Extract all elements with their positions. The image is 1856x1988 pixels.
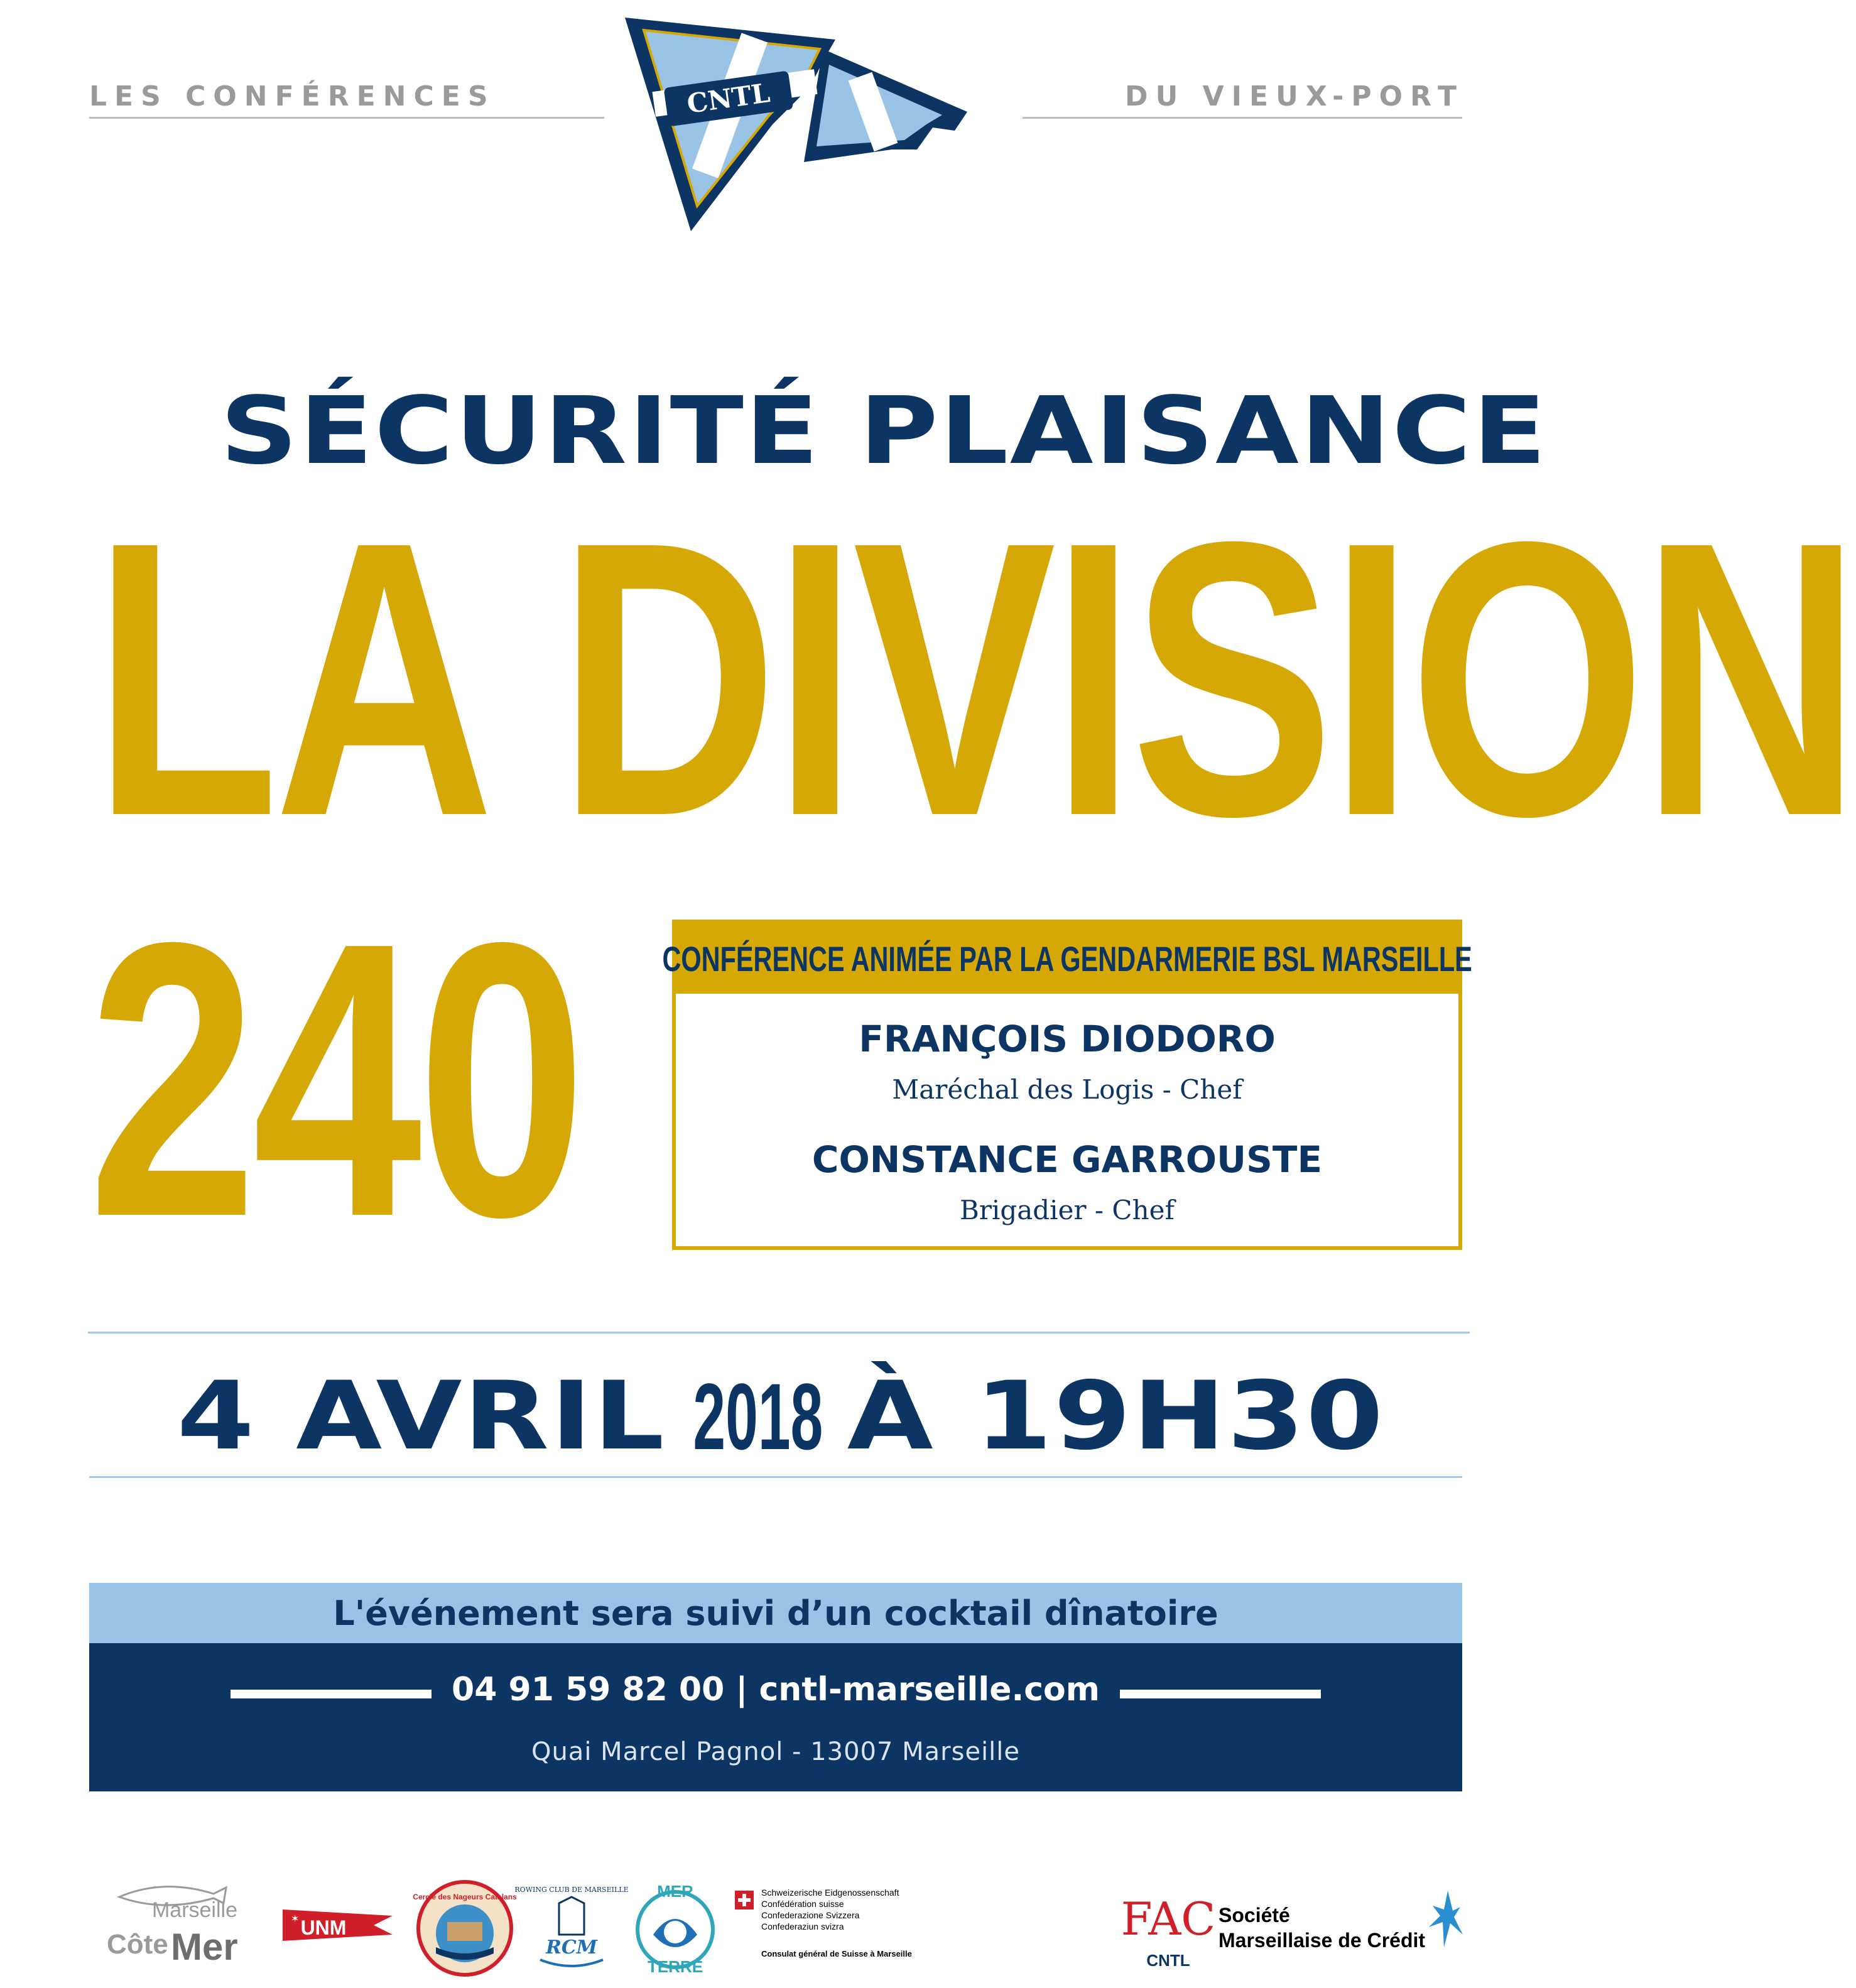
cntl-flag-logo xyxy=(616,5,986,237)
logo-text: CNTL xyxy=(685,77,772,120)
svg-text:Marseillaise de Crédit: Marseillaise de Crédit xyxy=(1218,1929,1426,1952)
svg-text:Mer: Mer xyxy=(171,1926,238,1968)
speaker-name: CONSTANCE GARROUSTE xyxy=(811,1138,1323,1181)
date-year: 2018 xyxy=(693,1363,823,1469)
svg-text:RCM: RCM xyxy=(545,1936,598,1958)
svg-text:FAC: FAC xyxy=(1121,1893,1216,1945)
contact-rule-right xyxy=(1120,1690,1321,1698)
svg-text:✶: ✶ xyxy=(291,1913,300,1925)
svg-text:TERRE: TERRE xyxy=(647,1957,703,1976)
partner-rowing-club-logo xyxy=(514,1878,629,1972)
date-rule-bottom xyxy=(89,1476,1462,1478)
partner-fac-cntl-logo xyxy=(1121,1878,1216,1972)
partner-consulat-suisse-logo xyxy=(735,1878,948,1972)
event-subtitle: SÉCURITÉ PLAISANCE xyxy=(220,377,1548,485)
address: Quai Marcel Pagnol - 13007 Marseille xyxy=(531,1737,1021,1766)
event-title-number: 240 xyxy=(88,861,582,1298)
svg-text:Côte: Côte xyxy=(107,1929,168,1960)
speaker-role: Brigadier - Chef xyxy=(959,1195,1175,1225)
header-rule-right xyxy=(1023,117,1462,119)
header-rule-left xyxy=(89,117,604,119)
date-rule-top xyxy=(88,1332,1470,1333)
contact-info: 04 91 59 82 00 | cntl-marseille.com xyxy=(452,1671,1100,1708)
series-title-right: DU VIEUX-PORT xyxy=(1125,80,1464,112)
svg-text:Société: Société xyxy=(1218,1904,1290,1926)
series-title-left: LES CONFÉRENCES xyxy=(89,80,496,112)
svg-text:ROWING CLUB DE MARSEILLE: ROWING CLUB DE MARSEILLE xyxy=(514,1886,629,1894)
speaker-name: FRANÇOIS DIODORO xyxy=(859,1018,1276,1060)
svg-text:Marseille: Marseille xyxy=(151,1898,238,1922)
partner-unm-logo xyxy=(279,1878,399,1972)
event-date xyxy=(88,1354,1470,1479)
partner-marseille-cote-mer-logo xyxy=(100,1878,251,1972)
svg-text:Consulat général de Suisse à M: Consulat général de Suisse à Marseille xyxy=(761,1949,912,1958)
event-title: LA DIVISION xyxy=(93,460,1856,897)
contact-band xyxy=(89,1643,1462,1791)
svg-text:Confédération suisse: Confédération suisse xyxy=(761,1899,844,1909)
partner-smc-logo xyxy=(1215,1878,1467,1972)
date-day-month: 4 AVRIL xyxy=(176,1362,666,1471)
date-time: À 19H30 xyxy=(847,1362,1385,1471)
partner-cercle-nageurs-logo xyxy=(415,1878,515,1972)
cocktail-note: L'événement sera suivi d’un cocktail dînatoire xyxy=(89,1583,1462,1643)
svg-text:MER: MER xyxy=(657,1882,693,1901)
svg-text:UNM: UNM xyxy=(300,1916,347,1939)
svg-text:Schweizerische Eidgenossenscha: Schweizerische Eidgenossenschaft xyxy=(761,1888,899,1898)
speakers-heading: CONFÉRENCE ANIMÉE PAR LA GENDARMERIE BSL MARSEILLE xyxy=(676,923,1458,994)
svg-text:CNTL: CNTL xyxy=(1146,1951,1190,1970)
speakers-box xyxy=(662,920,1472,1250)
svg-text:Cercle des Nageurs Catalans: Cercle des Nageurs Catalans xyxy=(413,1893,517,1901)
svg-text:Confederazione Svizzera: Confederazione Svizzera xyxy=(761,1910,860,1920)
svg-text:Confederaziun svizra: Confederaziun svizra xyxy=(761,1921,844,1931)
speaker-role: Maréchal des Logis - Chef xyxy=(892,1074,1242,1105)
partner-mer-terre-logo xyxy=(628,1878,722,1976)
